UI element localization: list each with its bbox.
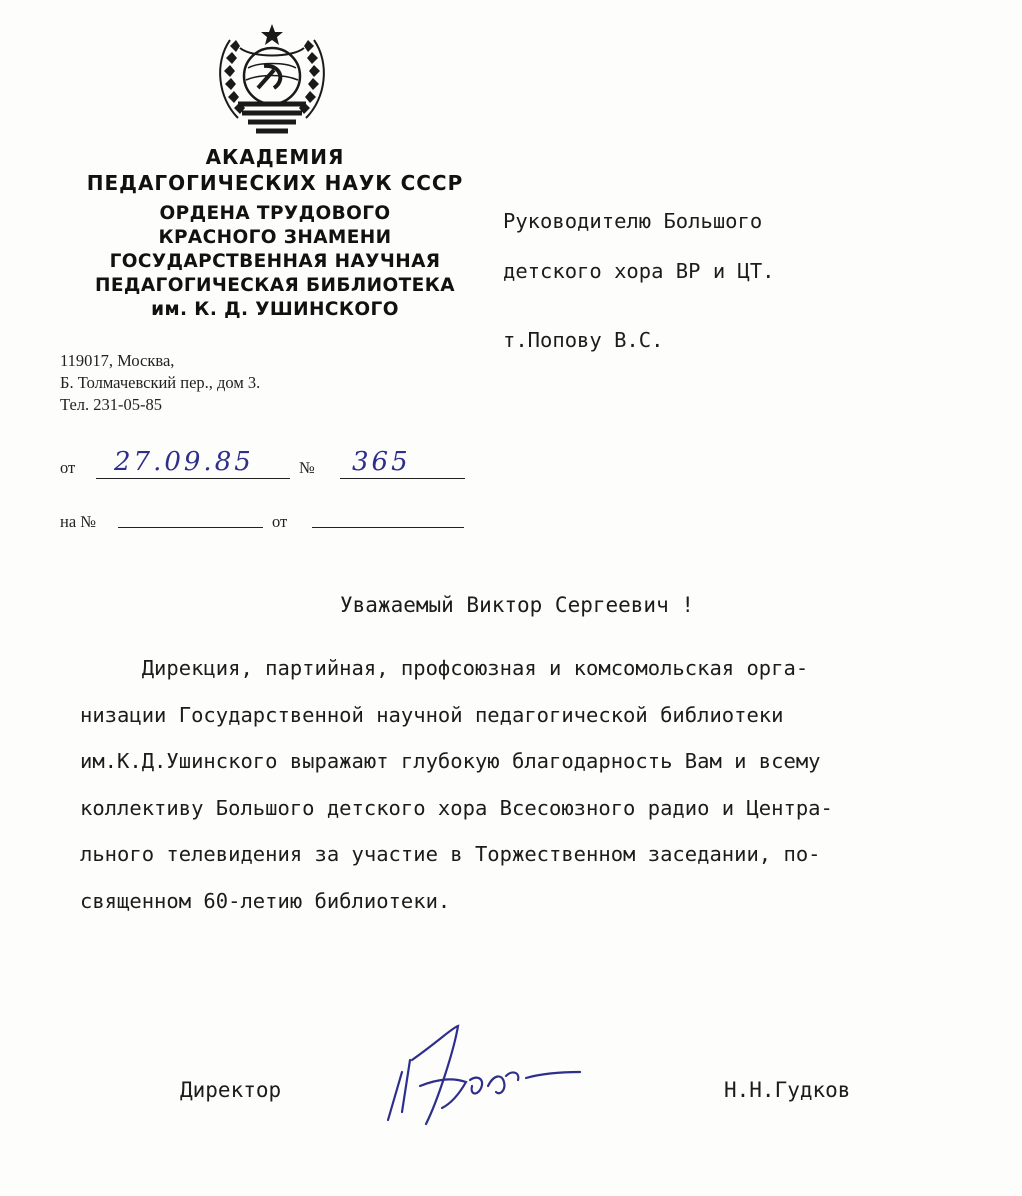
handwritten-signature — [380, 1020, 590, 1130]
addressee-line: детского хора ВР и ЦТ. — [503, 259, 775, 283]
body-line: им.К.Д.Ушинского выражают глубокую благодарность Вам и всему — [80, 749, 821, 773]
ussr-coat-of-arms-emblem — [208, 18, 336, 140]
body-line: коллективу Большого детского хора Всесоюзного радио и Центра- — [80, 795, 833, 820]
body-line: священном 60-летию библиотеки. — [80, 888, 451, 913]
library-name: ОРДЕНА ТРУДОВОГО КРАСНОГО ЗНАМЕНИ ГОСУДАРСТВЕННАЯ НАУЧНАЯ ПЕДАГОГИЧЕСКАЯ БИБЛИОТЕКА им. К. Д. УШИНСКОГО — [95, 203, 455, 320]
number-line — [340, 478, 465, 479]
reply-date-line — [312, 527, 464, 528]
signatory-name: Н.Н.Гудков — [724, 1078, 851, 1102]
sender-address: 119017, Москва, Б. Толмачевский пер., дом 3. Тел. 231-05-85 — [60, 351, 261, 414]
reply-number-label: на № — [60, 512, 97, 531]
body-line: Дирекция, партийная, профсоюзная и комсомольская орга- — [80, 656, 809, 680]
reply-number-line — [118, 527, 263, 528]
signatory-title: Директор — [180, 1078, 282, 1102]
addressee-line: Руководителю Большого — [503, 209, 763, 233]
letter-body — [80, 645, 960, 924]
date-label: от — [60, 458, 76, 477]
salutation: Уважаемый Виктор Сергеевич ! — [340, 593, 695, 617]
handwritten-date: 27.09.85 — [114, 447, 254, 477]
number-label: № — [299, 458, 315, 477]
body-line: низации Государственной научной педагогической библиотеки — [80, 702, 784, 727]
handwritten-number: 365 — [352, 447, 411, 477]
body-line: льного телевидения за участие в Торжественном заседании, по- — [80, 842, 821, 866]
date-line — [96, 478, 290, 479]
reply-date-label: от — [272, 512, 288, 531]
academy-name: АКАДЕМИЯ ПЕДАГОГИЧЕСКИХ НАУК СССР — [86, 145, 464, 195]
addressee-name: т.Попову В.С. — [503, 328, 664, 352]
